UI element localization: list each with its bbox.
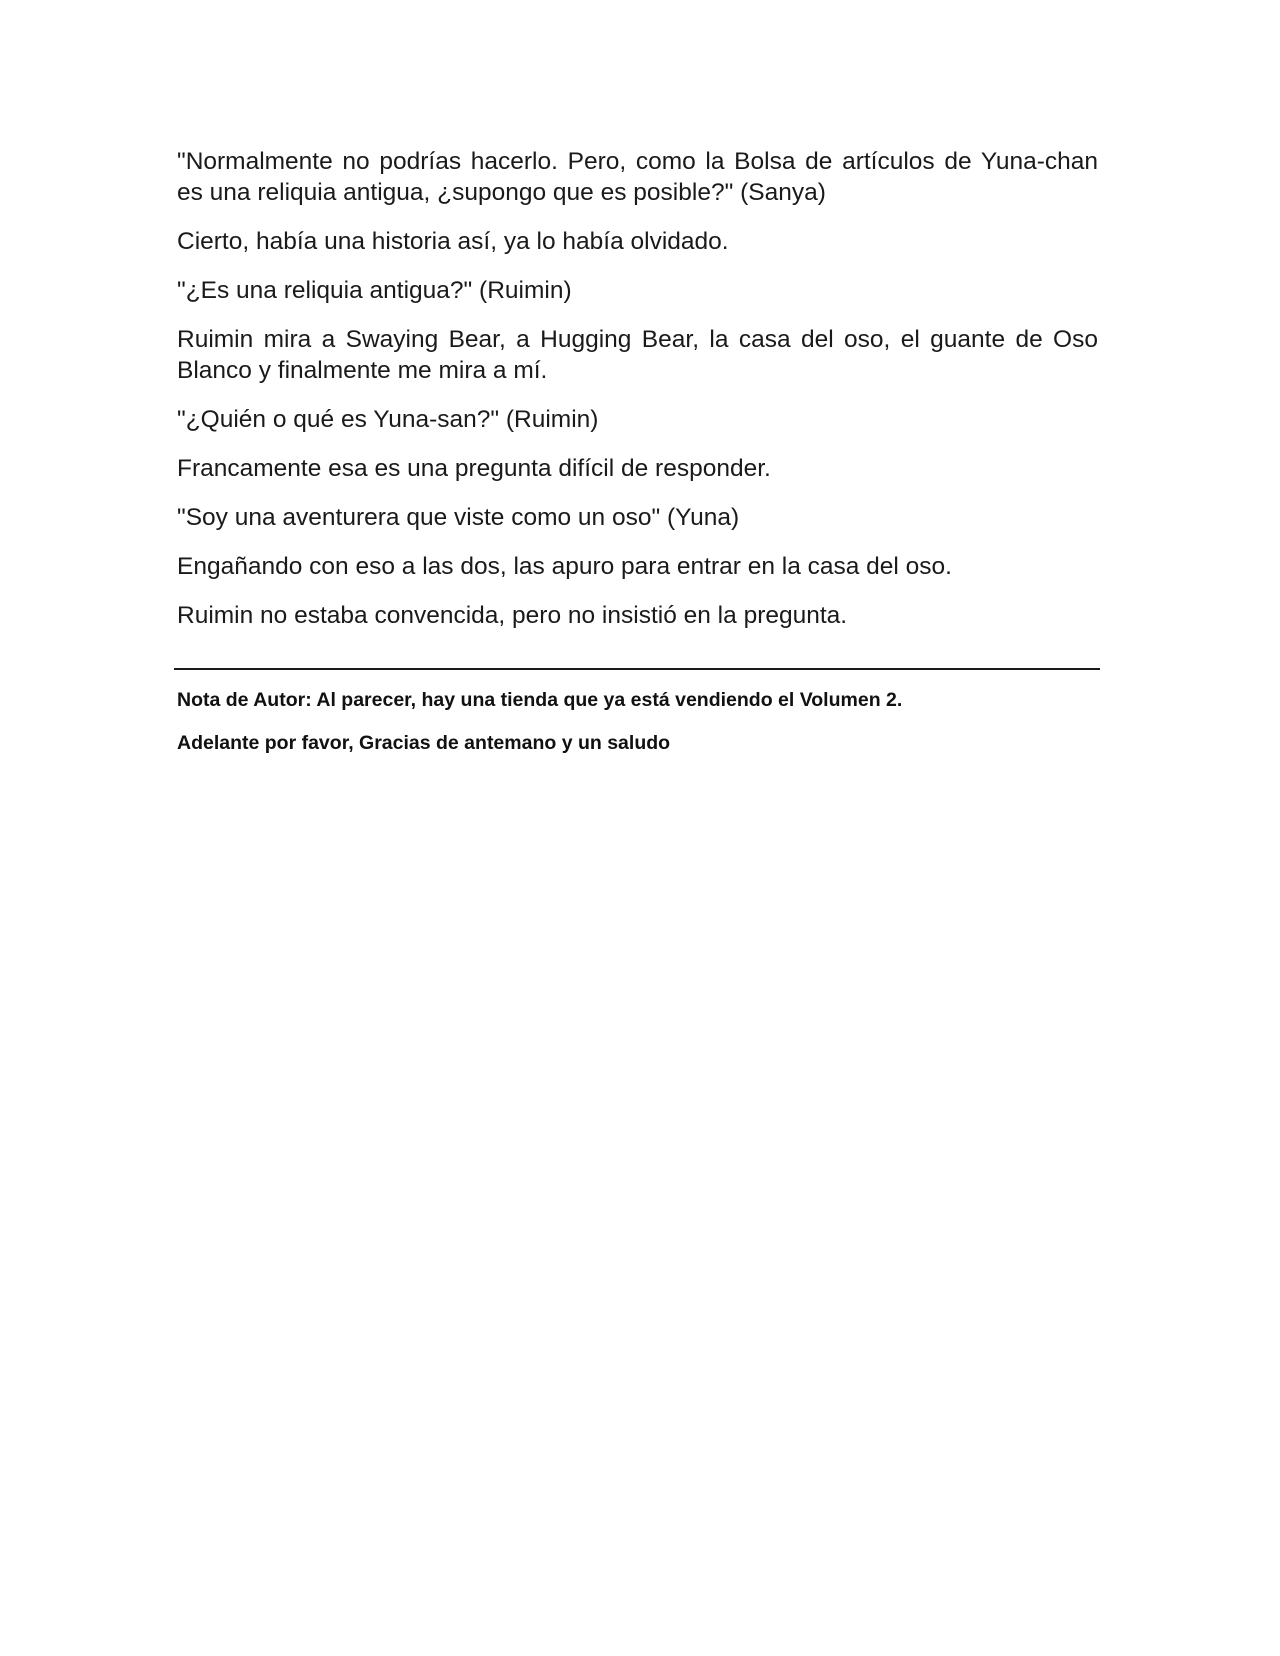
author-note-line: Adelante por favor, Gracias de antemano y un saludo (177, 732, 671, 754)
author-note (177, 688, 1098, 774)
paragraph: Ruimin no estaba convencida, pero no insistió en la pregunta. (177, 602, 848, 629)
paragraph: Cierto, había una historia así, ya lo había olvidado. (177, 228, 729, 255)
paragraph: "Soy una aventurera que viste como un oso" (Yuna) (177, 504, 740, 531)
document-body (177, 146, 1098, 649)
paragraph: "¿Es una reliquia antigua?" (Ruimin) (177, 277, 572, 304)
paragraph: Ruimin mira a Swaying Bear, a Hugging Bear, la casa del oso, el guante de Oso Blanco y finalmente me mira a mí. (177, 326, 1098, 384)
paragraph: Engañando con eso a las dos, las apuro para entrar en la casa del oso. (177, 553, 952, 580)
section-divider (174, 668, 1100, 670)
paragraph: "Normalmente no podrías hacerlo. Pero, como la Bolsa de artículos de Yuna-chan es una reliquia antigua, ¿supongo que es posible?" (Sanya) (177, 148, 1098, 206)
paragraph: "¿Quién o qué es Yuna-san?" (Ruimin) (177, 406, 599, 433)
author-note-line: Nota de Autor: Al parecer, hay una tienda que ya está vendiendo el Volumen 2. (177, 689, 903, 711)
paragraph: Francamente esa es una pregunta difícil de responder. (177, 455, 771, 482)
